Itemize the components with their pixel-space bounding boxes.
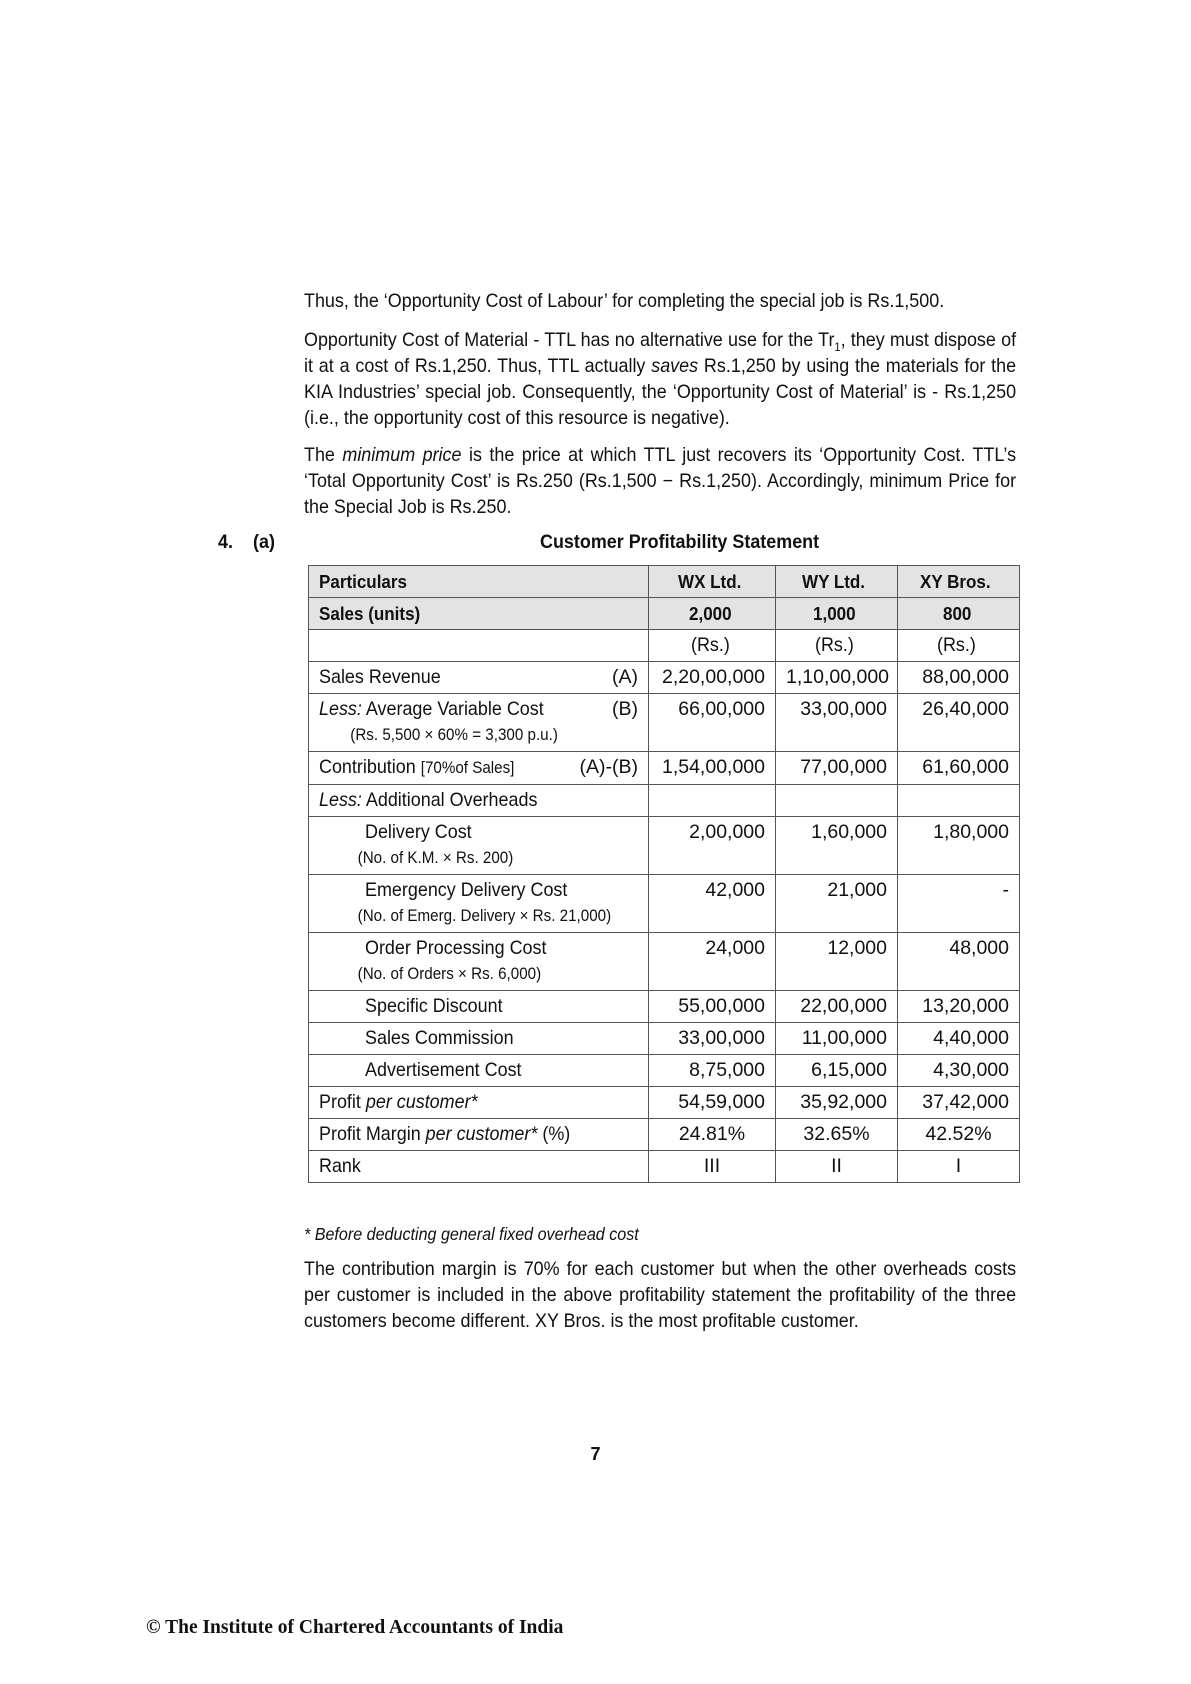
order-processing-row: Order Processing Cost (No. of Orders × Rs. 6,000) 24,000 12,000 48,000 [309, 933, 1020, 991]
copyright-footer: © The Institute of Chartered Accountants of India [146, 1617, 564, 1638]
profit-row: Profit per customer* 54,59,000 35,92,000 37,42,000 [309, 1087, 1020, 1119]
paragraph-labour-cost: Thus, the ‘Opportunity Cost of Labour’ for completing the special job is Rs.1,500. [304, 290, 945, 312]
header-xy-bros: XY Bros. [898, 566, 1020, 598]
paragraph-material-cost: Opportunity Cost of Material - TTL has no alternative use for the $Tr_1$, they must dispose of it at a cost of Rs.1,250. Thus, TTL actually saves Rs.1,250 by using the materials for the KIA Industries’ special job. Consequently, the ‘Opportunity Cost of Material’ is - Rs.1,250 (i.e., the opportunity cost of this resource is negative). [304, 329, 1017, 429]
paragraph-conclusion: The contribution margin is 70% for each customer but when the other overheads costs per customer is included in the above profitability statement the profitability of the three customers become different. XY Bros. is the most profitable customer. [304, 1258, 1017, 1332]
sales-commission-row: Sales Commission 33,00,000 11,00,000 4,40,000 [309, 1023, 1020, 1055]
header-particulars: Particulars [309, 566, 649, 598]
table-header-row [309, 566, 1020, 598]
variable-cost-row: Less: Average Variable Cost (B) (Rs. 5,500 × 60% = 3,300 p.u.) 66,00,000 33,00,000 26,40,000 [309, 694, 1020, 752]
customer-profitability-table [308, 565, 1020, 1183]
paragraph-minimum-price: The minimum price is the price at which TTL just recovers its ‘Opportunity Cost. TTL’s ‘Total Opportunity Cost’ is Rs.250 (Rs.1,500 − Rs.1,250). Accordingly, minimum Price for the Special Job is Rs.250. [304, 444, 1017, 518]
delivery-cost-row: Delivery Cost (No. of K.M. × Rs. 200) 2,00,000 1,60,000 1,80,000 [309, 817, 1020, 875]
question-part: (a) [253, 531, 275, 553]
advertisement-cost-row: Advertisement Cost 8,75,000 6,15,000 4,30,000 [309, 1055, 1020, 1087]
table-footnote: * Before deducting general fixed overhead cost [304, 1224, 639, 1244]
sales-revenue-row: Sales Revenue (A) 2,20,00,000 1,10,00,000 88,00,000 [309, 662, 1020, 694]
rank-row: Rank III II I [309, 1151, 1020, 1183]
question-number: 4. [218, 531, 233, 553]
header-wx-ltd: WX Ltd. [649, 566, 776, 598]
contribution-row: Contribution [70%of Sales] (A)-(B) 1,54,00,000 77,00,000 61,60,000 [309, 752, 1020, 785]
header-wy-ltd: WY Ltd. [776, 566, 898, 598]
sales-units-row: Sales (units) 2,000 1,000 800 [309, 598, 1020, 630]
currency-row: (Rs.) (Rs.) (Rs.) [309, 630, 1020, 662]
specific-discount-row: Specific Discount 55,00,000 22,00,000 13,20,000 [309, 991, 1020, 1023]
table-title: Customer Profitability Statement [540, 531, 820, 553]
emergency-delivery-row: Emergency Delivery Cost (No. of Emerg. Delivery × Rs. 21,000) 42,000 21,000 - [309, 875, 1020, 933]
additional-overheads-row: Less: Additional Overheads [309, 785, 1020, 817]
page-number: 7 [590, 1444, 601, 1464]
profit-margin-row: Profit Margin per customer* (%) 24.81% 32.65% 42.52% [309, 1119, 1020, 1151]
